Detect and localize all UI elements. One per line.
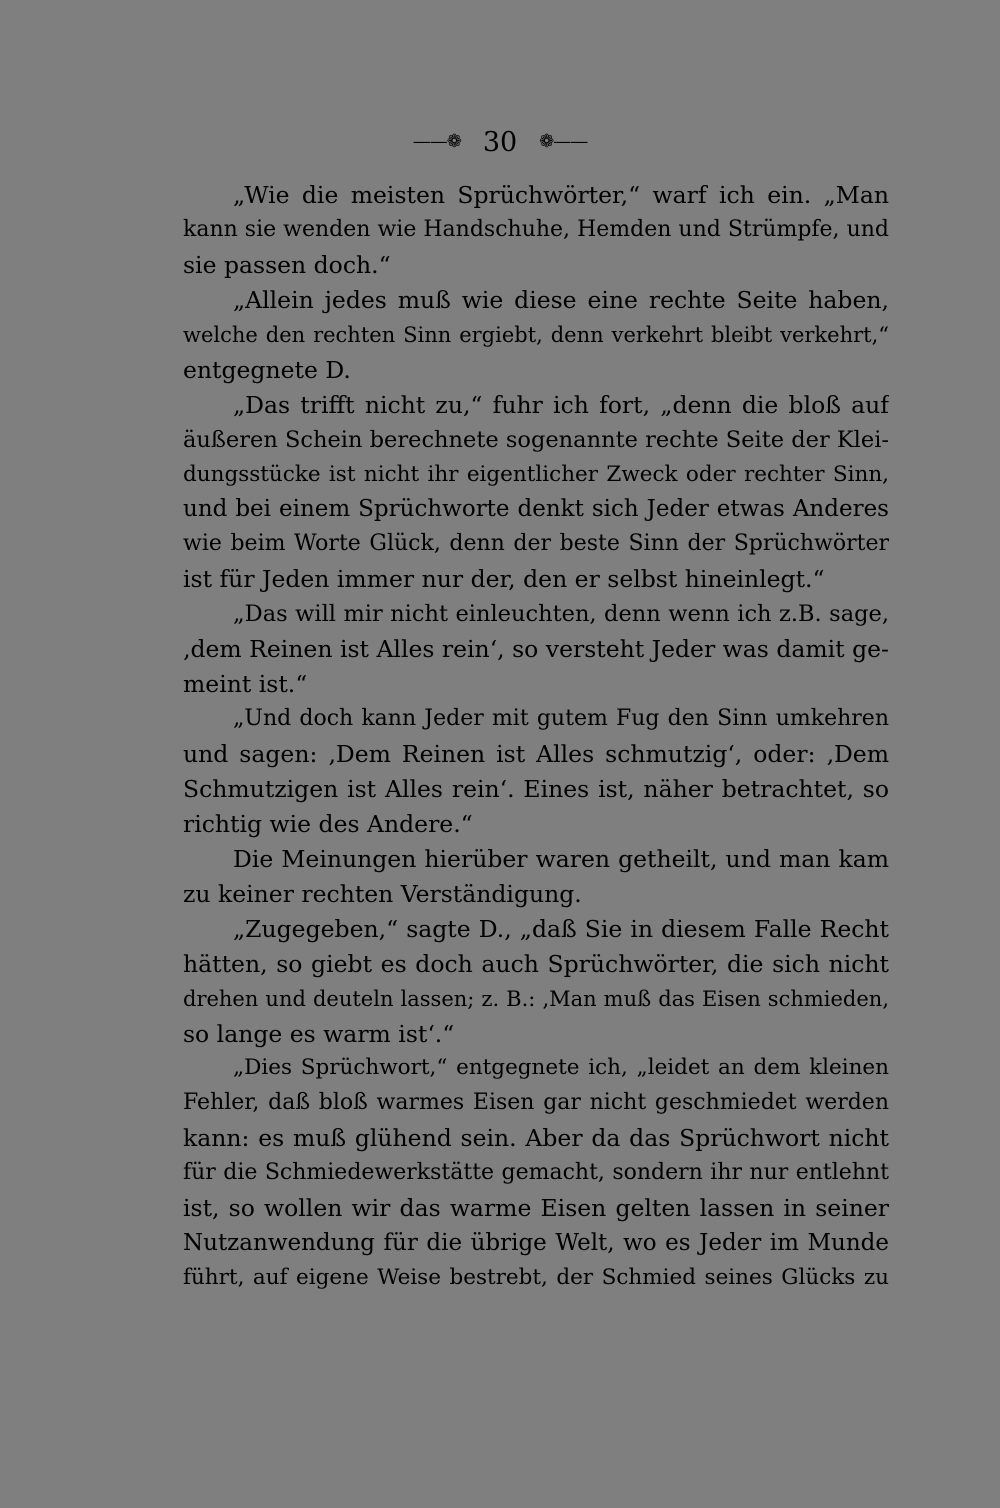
text-line: sie passen doch.“ bbox=[183, 250, 391, 279]
page-number: 30 bbox=[482, 126, 518, 158]
text-line: hätten, so giebt es doch auch Sprüchwörter, die sich nicht bbox=[183, 949, 889, 978]
text-line: und bei einem Sprüchworte denkt sich Jeder etwas Anderes bbox=[183, 496, 889, 523]
text-line: ‚dem Reinen ist Alles rein‘, so versteht Jeder was damit ge- bbox=[183, 635, 889, 664]
text-line: führt, auf eigene Weise bestrebt, der Schmied seines Glücks zu bbox=[183, 1265, 889, 1291]
text-line: kann sie wenden wie Handschuhe, Hemden und Strümpfe, und bbox=[183, 216, 889, 242]
text-line: Fehler, daß bloß warmes Eisen gar nicht geschmiedet werden bbox=[183, 1090, 889, 1116]
text-line: „Dies Sprüchwort,“ entgegnete ich, „leidet an dem kleinen bbox=[233, 1055, 889, 1081]
text-line: ist für Jeden immer nur der, den er selbst hineinlegt.“ bbox=[183, 565, 825, 594]
text-line: kann: es muß glühend sein. Aber da das Sprüchwort nicht bbox=[183, 1124, 889, 1153]
text-line: entgegnete D. bbox=[183, 355, 351, 384]
text-line: richtig wie des Andere.“ bbox=[183, 809, 473, 838]
text-line: und sagen: ‚Dem Reinen ist Alles schmutzig‘, oder: ‚Dem bbox=[183, 740, 889, 768]
page-text-body bbox=[183, 178, 889, 1296]
text-line: ist, so wollen wir das warme Eisen gelten lassen in seiner bbox=[183, 1194, 889, 1223]
text-line: „Allein jedes muß wie diese eine rechte Seite haben, bbox=[233, 285, 889, 314]
text-line: so lange es warm ist‘.“ bbox=[183, 1019, 455, 1048]
text-line: dungsstücke ist nicht ihr eigentlicher Zweck oder rechter Sinn, bbox=[183, 461, 889, 487]
text-line: meint ist.“ bbox=[183, 670, 308, 699]
text-line: Nutzanwendung für die übrige Welt, wo es Jeder im Munde bbox=[183, 1230, 889, 1257]
text-line: zu keiner rechten Verständigung. bbox=[183, 879, 582, 908]
text-line: Schmutzigen ist Alles rein‘. Eines ist, näher betrachtet, so bbox=[183, 774, 889, 803]
text-line: Die Meinungen hierüber waren getheilt, und man kam bbox=[233, 844, 889, 873]
text-line: „Und doch kann Jeder mit gutem Fug den Sinn umkehren bbox=[233, 706, 889, 732]
text-line: äußeren Schein berechnete sogenannte rechte Seite der Klei- bbox=[183, 426, 889, 453]
text-line: „Das trifft nicht zu,“ fuhr ich fort, „denn die bloß auf bbox=[233, 390, 889, 419]
text-line: welche den rechten Sinn ergiebt, denn verkehrt bleibt verkehrt,“ bbox=[183, 322, 889, 347]
ornament-right-icon: ❁—— bbox=[539, 131, 588, 152]
ornament-left-icon: ——❁ bbox=[412, 131, 461, 152]
text-line: „Zugegeben,“ sagte D., „daß Sie in diesem Falle Recht bbox=[233, 914, 889, 943]
text-line: „Wie die meisten Sprüchwörter,“ warf ich ein. „Man bbox=[233, 181, 889, 209]
text-line: drehen und deuteln lassen; z. B.: ‚Man muß das Eisen schmieden, bbox=[183, 986, 889, 1011]
text-line: „Das will mir nicht einleuchten, denn wenn ich z.B. sage, bbox=[233, 601, 889, 628]
text-line: für die Schmiedewerkstätte gemacht, sondern ihr nur entlehnt bbox=[183, 1160, 889, 1186]
page-header bbox=[0, 124, 1000, 160]
text-line: wie beim Worte Glück, denn der beste Sinn der Sprüchwörter bbox=[183, 531, 889, 557]
